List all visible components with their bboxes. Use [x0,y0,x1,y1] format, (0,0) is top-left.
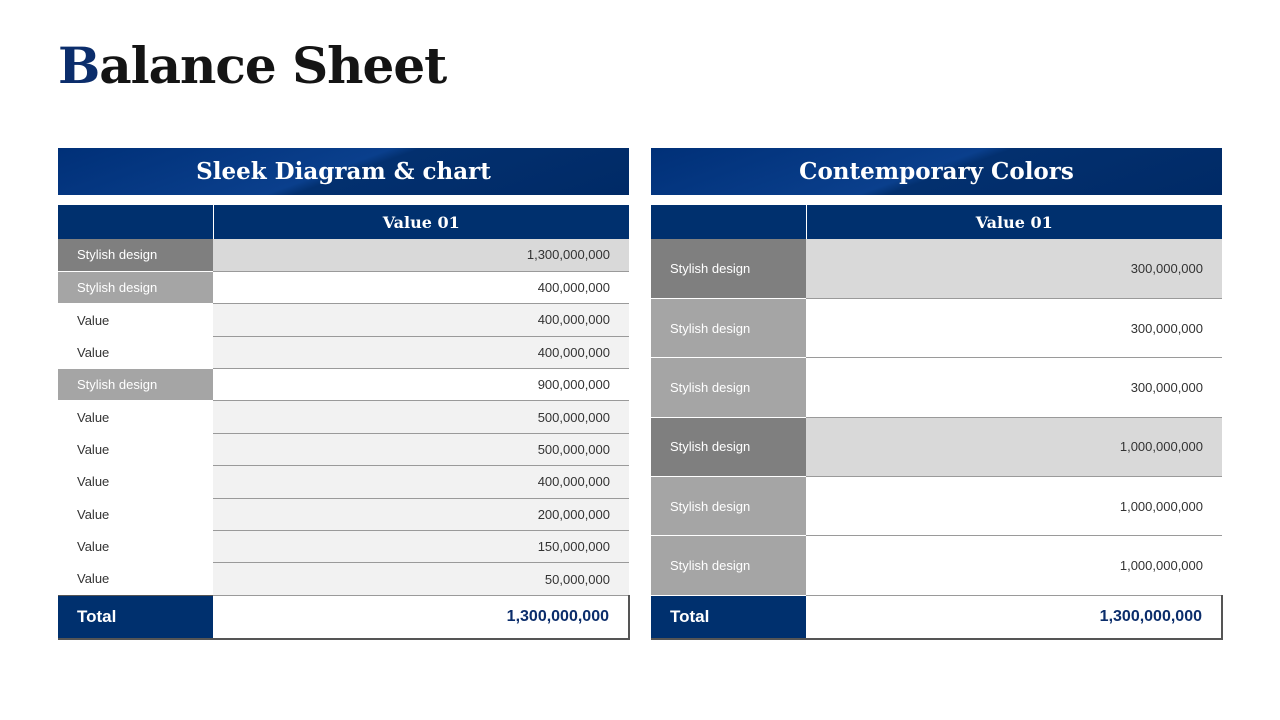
table-row [651,358,1222,417]
right-balance-table [651,205,1223,640]
table-header-row [58,205,629,239]
row-label: Stylish design [651,477,806,536]
row-label: Stylish design [58,369,213,401]
row-value: 1,000,000,000 [806,477,1222,536]
table-row [58,531,629,563]
row-label: Value [58,401,213,433]
row-value: 400,000,000 [213,336,629,368]
total-label: Total [58,595,213,639]
table-row [651,536,1222,595]
row-label: Value [58,336,213,368]
table-row [651,239,1222,298]
row-value: 400,000,000 [213,466,629,498]
table-row [58,498,629,530]
row-label: Stylish design [651,536,806,595]
left-table-panel [58,148,629,640]
row-label: Stylish design [58,271,213,303]
row-value: 300,000,000 [806,298,1222,357]
row-value: 500,000,000 [213,433,629,465]
row-value: 1,000,000,000 [806,417,1222,476]
row-label: Value [58,304,213,336]
table-row [58,401,629,433]
table-row [58,466,629,498]
row-value: 400,000,000 [213,271,629,303]
row-label: Value [58,433,213,465]
table-row [58,336,629,368]
row-label: Stylish design [651,358,806,417]
row-value: 300,000,000 [806,239,1222,298]
row-label: Value [58,466,213,498]
total-label: Total [651,595,806,639]
table-row [651,298,1222,357]
left-table-banner: Sleek Diagram & chart [58,148,629,195]
row-value: 1,300,000,000 [213,239,629,271]
page-title-initial: B [58,36,100,95]
row-label: Value [58,531,213,563]
table-row [58,369,629,401]
column-header-value: Value 01 [213,205,629,239]
row-label: Value [58,498,213,530]
row-value: 400,000,000 [213,304,629,336]
table-row [58,433,629,465]
table-header-row [651,205,1222,239]
table-row [58,304,629,336]
row-value: 200,000,000 [213,498,629,530]
table-row [58,239,629,271]
row-value: 1,000,000,000 [806,536,1222,595]
row-label: Stylish design [651,298,806,357]
total-value: 1,300,000,000 [806,595,1222,639]
header-blank-cell [651,205,806,239]
right-table-banner: Contemporary Colors [651,148,1222,195]
table-row [651,417,1222,476]
row-label: Value [58,563,213,595]
row-label: Stylish design [58,239,213,271]
table-row [651,477,1222,536]
table-row [58,271,629,303]
row-value: 150,000,000 [213,531,629,563]
right-table-panel [651,148,1222,640]
left-balance-table [58,205,630,640]
total-value: 1,300,000,000 [213,595,629,639]
row-value: 900,000,000 [213,369,629,401]
row-value: 300,000,000 [806,358,1222,417]
total-row [58,595,629,639]
column-header-value: Value 01 [806,205,1222,239]
page-title-rest: alance Sheet [99,36,447,95]
row-label: Stylish design [651,417,806,476]
total-row [651,595,1222,639]
row-value: 50,000,000 [213,563,629,595]
page-title [58,36,446,95]
header-blank-cell [58,205,213,239]
row-label: Stylish design [651,239,806,298]
row-value: 500,000,000 [213,401,629,433]
table-row [58,563,629,595]
